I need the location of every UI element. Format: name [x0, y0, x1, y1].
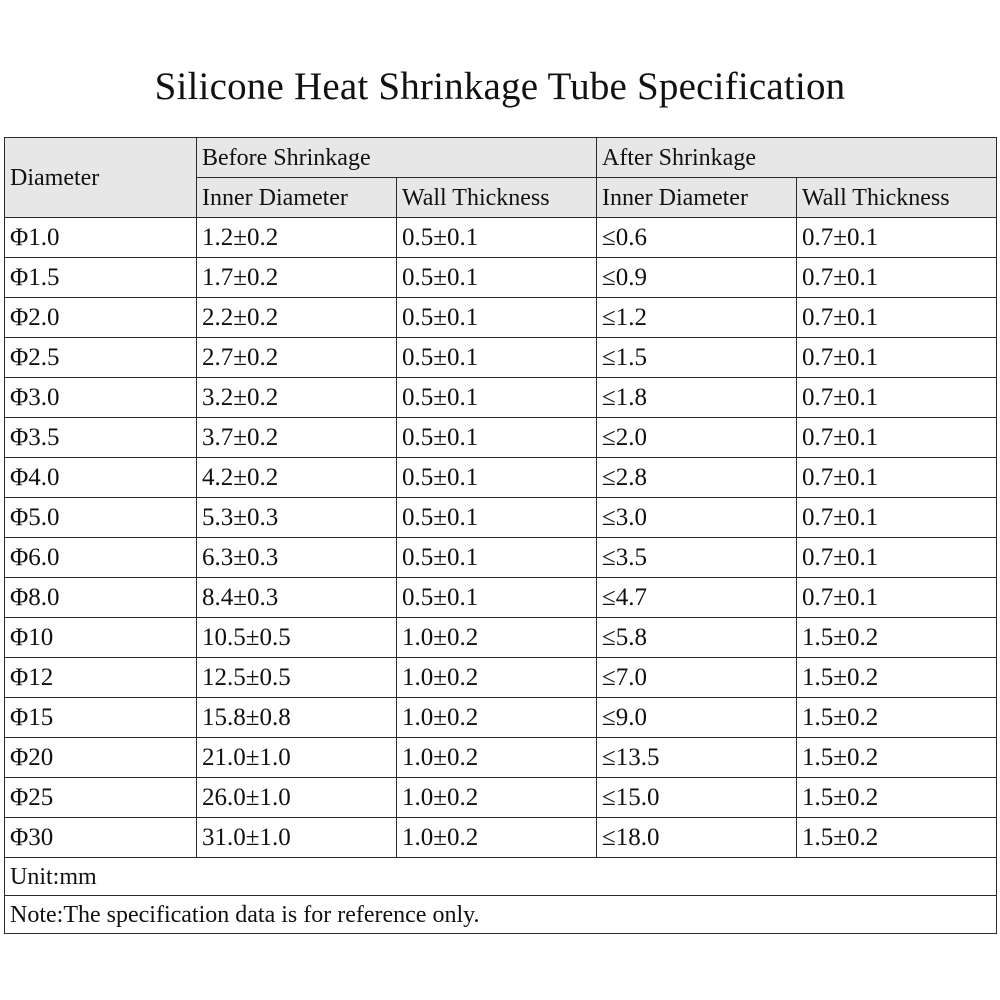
cell-after-inner-diameter: ≤15.0 [597, 778, 797, 818]
cell-before-inner-diameter: 1.7±0.2 [197, 258, 397, 298]
cell-after-inner-diameter: ≤0.9 [597, 258, 797, 298]
table-row [5, 418, 997, 458]
cell-after-wall-thickness: 0.7±0.1 [797, 498, 997, 538]
cell-before-inner-diameter: 5.3±0.3 [197, 498, 397, 538]
cell-after-wall-thickness: 0.7±0.1 [797, 538, 997, 578]
cell-before-wall-thickness: 0.5±0.1 [397, 538, 597, 578]
cell-before-wall-thickness: 1.0±0.2 [397, 658, 597, 698]
table-row [5, 618, 997, 658]
cell-before-inner-diameter: 4.2±0.2 [197, 458, 397, 498]
cell-after-wall-thickness: 1.5±0.2 [797, 698, 997, 738]
table-row [5, 498, 997, 538]
table-row [5, 538, 997, 578]
footer-row [5, 896, 997, 934]
header-after-wall-thickness: Wall Thickness [797, 178, 997, 218]
cell-diameter: Φ5.0 [5, 498, 197, 538]
page-title: Silicone Heat Shrinkage Tube Specification [154, 65, 846, 108]
cell-after-wall-thickness: 0.7±0.1 [797, 578, 997, 618]
cell-diameter: Φ4.0 [5, 458, 197, 498]
cell-after-wall-thickness: 1.5±0.2 [797, 618, 997, 658]
cell-after-wall-thickness: 0.7±0.1 [797, 338, 997, 378]
cell-before-inner-diameter: 6.3±0.3 [197, 538, 397, 578]
table-row [5, 298, 997, 338]
cell-before-wall-thickness: 0.5±0.1 [397, 498, 597, 538]
cell-diameter: Φ6.0 [5, 538, 197, 578]
cell-diameter: Φ3.5 [5, 418, 197, 458]
spec-table-body [5, 138, 997, 934]
cell-before-wall-thickness: 1.0±0.2 [397, 818, 597, 858]
cell-diameter: Φ25 [5, 778, 197, 818]
cell-before-wall-thickness: 0.5±0.1 [397, 578, 597, 618]
table-row [5, 378, 997, 418]
cell-after-inner-diameter: ≤9.0 [597, 698, 797, 738]
cell-after-wall-thickness: 0.7±0.1 [797, 218, 997, 258]
cell-before-wall-thickness: 0.5±0.1 [397, 298, 597, 338]
header-before-inner-diameter: Inner Diameter [197, 178, 397, 218]
cell-diameter: Φ1.5 [5, 258, 197, 298]
cell-after-wall-thickness: 1.5±0.2 [797, 778, 997, 818]
cell-after-inner-diameter: ≤13.5 [597, 738, 797, 778]
cell-before-wall-thickness: 0.5±0.1 [397, 378, 597, 418]
cell-after-wall-thickness: 0.7±0.1 [797, 458, 997, 498]
cell-after-inner-diameter: ≤2.8 [597, 458, 797, 498]
table-row [5, 258, 997, 298]
cell-diameter: Φ30 [5, 818, 197, 858]
cell-after-inner-diameter: ≤3.0 [597, 498, 797, 538]
cell-after-wall-thickness: 1.5±0.2 [797, 658, 997, 698]
reference-note: Note:The specification data is for reference only. [5, 896, 997, 934]
header-after-shrinkage: After Shrinkage [597, 138, 997, 178]
header-row-group [5, 138, 997, 178]
cell-before-inner-diameter: 3.7±0.2 [197, 418, 397, 458]
spec-table [4, 137, 997, 934]
cell-after-inner-diameter: ≤2.0 [597, 418, 797, 458]
cell-before-inner-diameter: 2.2±0.2 [197, 298, 397, 338]
cell-before-inner-diameter: 1.2±0.2 [197, 218, 397, 258]
table-row [5, 458, 997, 498]
table-row [5, 778, 997, 818]
cell-diameter: Φ15 [5, 698, 197, 738]
cell-after-inner-diameter: ≤5.8 [597, 618, 797, 658]
cell-after-wall-thickness: 1.5±0.2 [797, 818, 997, 858]
cell-after-inner-diameter: ≤1.2 [597, 298, 797, 338]
cell-diameter: Φ3.0 [5, 378, 197, 418]
table-row [5, 578, 997, 618]
cell-before-inner-diameter: 2.7±0.2 [197, 338, 397, 378]
cell-diameter: Φ1.0 [5, 218, 197, 258]
cell-after-inner-diameter: ≤1.8 [597, 378, 797, 418]
cell-after-inner-diameter: ≤3.5 [597, 538, 797, 578]
cell-before-wall-thickness: 0.5±0.1 [397, 338, 597, 378]
cell-after-wall-thickness: 0.7±0.1 [797, 418, 997, 458]
cell-before-wall-thickness: 1.0±0.2 [397, 738, 597, 778]
cell-diameter: Φ2.0 [5, 298, 197, 338]
cell-diameter: Φ12 [5, 658, 197, 698]
cell-after-inner-diameter: ≤0.6 [597, 218, 797, 258]
header-before-shrinkage: Before Shrinkage [197, 138, 597, 178]
table-row [5, 218, 997, 258]
cell-before-wall-thickness: 1.0±0.2 [397, 698, 597, 738]
cell-after-inner-diameter: ≤1.5 [597, 338, 797, 378]
cell-diameter: Φ2.5 [5, 338, 197, 378]
cell-before-inner-diameter: 12.5±0.5 [197, 658, 397, 698]
unit-note: Unit:mm [5, 858, 997, 896]
cell-before-wall-thickness: 1.0±0.2 [397, 778, 597, 818]
cell-after-wall-thickness: 0.7±0.1 [797, 378, 997, 418]
table-row [5, 738, 997, 778]
cell-diameter: Φ20 [5, 738, 197, 778]
cell-before-wall-thickness: 0.5±0.1 [397, 218, 597, 258]
cell-after-inner-diameter: ≤7.0 [597, 658, 797, 698]
cell-before-wall-thickness: 0.5±0.1 [397, 458, 597, 498]
cell-before-inner-diameter: 15.8±0.8 [197, 698, 397, 738]
cell-diameter: Φ10 [5, 618, 197, 658]
cell-diameter: Φ8.0 [5, 578, 197, 618]
cell-before-wall-thickness: 1.0±0.2 [397, 618, 597, 658]
cell-after-inner-diameter: ≤4.7 [597, 578, 797, 618]
cell-after-inner-diameter: ≤18.0 [597, 818, 797, 858]
cell-after-wall-thickness: 1.5±0.2 [797, 738, 997, 778]
cell-before-inner-diameter: 31.0±1.0 [197, 818, 397, 858]
table-row [5, 338, 997, 378]
cell-before-wall-thickness: 0.5±0.1 [397, 418, 597, 458]
table-row [5, 698, 997, 738]
cell-after-wall-thickness: 0.7±0.1 [797, 298, 997, 338]
header-before-wall-thickness: Wall Thickness [397, 178, 597, 218]
cell-before-inner-diameter: 10.5±0.5 [197, 618, 397, 658]
cell-before-inner-diameter: 8.4±0.3 [197, 578, 397, 618]
table-row [5, 818, 997, 858]
cell-before-inner-diameter: 26.0±1.0 [197, 778, 397, 818]
cell-before-inner-diameter: 3.2±0.2 [197, 378, 397, 418]
footer-row [5, 858, 997, 896]
cell-before-wall-thickness: 0.5±0.1 [397, 258, 597, 298]
header-diameter: Diameter [5, 138, 197, 218]
header-after-inner-diameter: Inner Diameter [597, 178, 797, 218]
cell-before-inner-diameter: 21.0±1.0 [197, 738, 397, 778]
table-row [5, 658, 997, 698]
cell-after-wall-thickness: 0.7±0.1 [797, 258, 997, 298]
